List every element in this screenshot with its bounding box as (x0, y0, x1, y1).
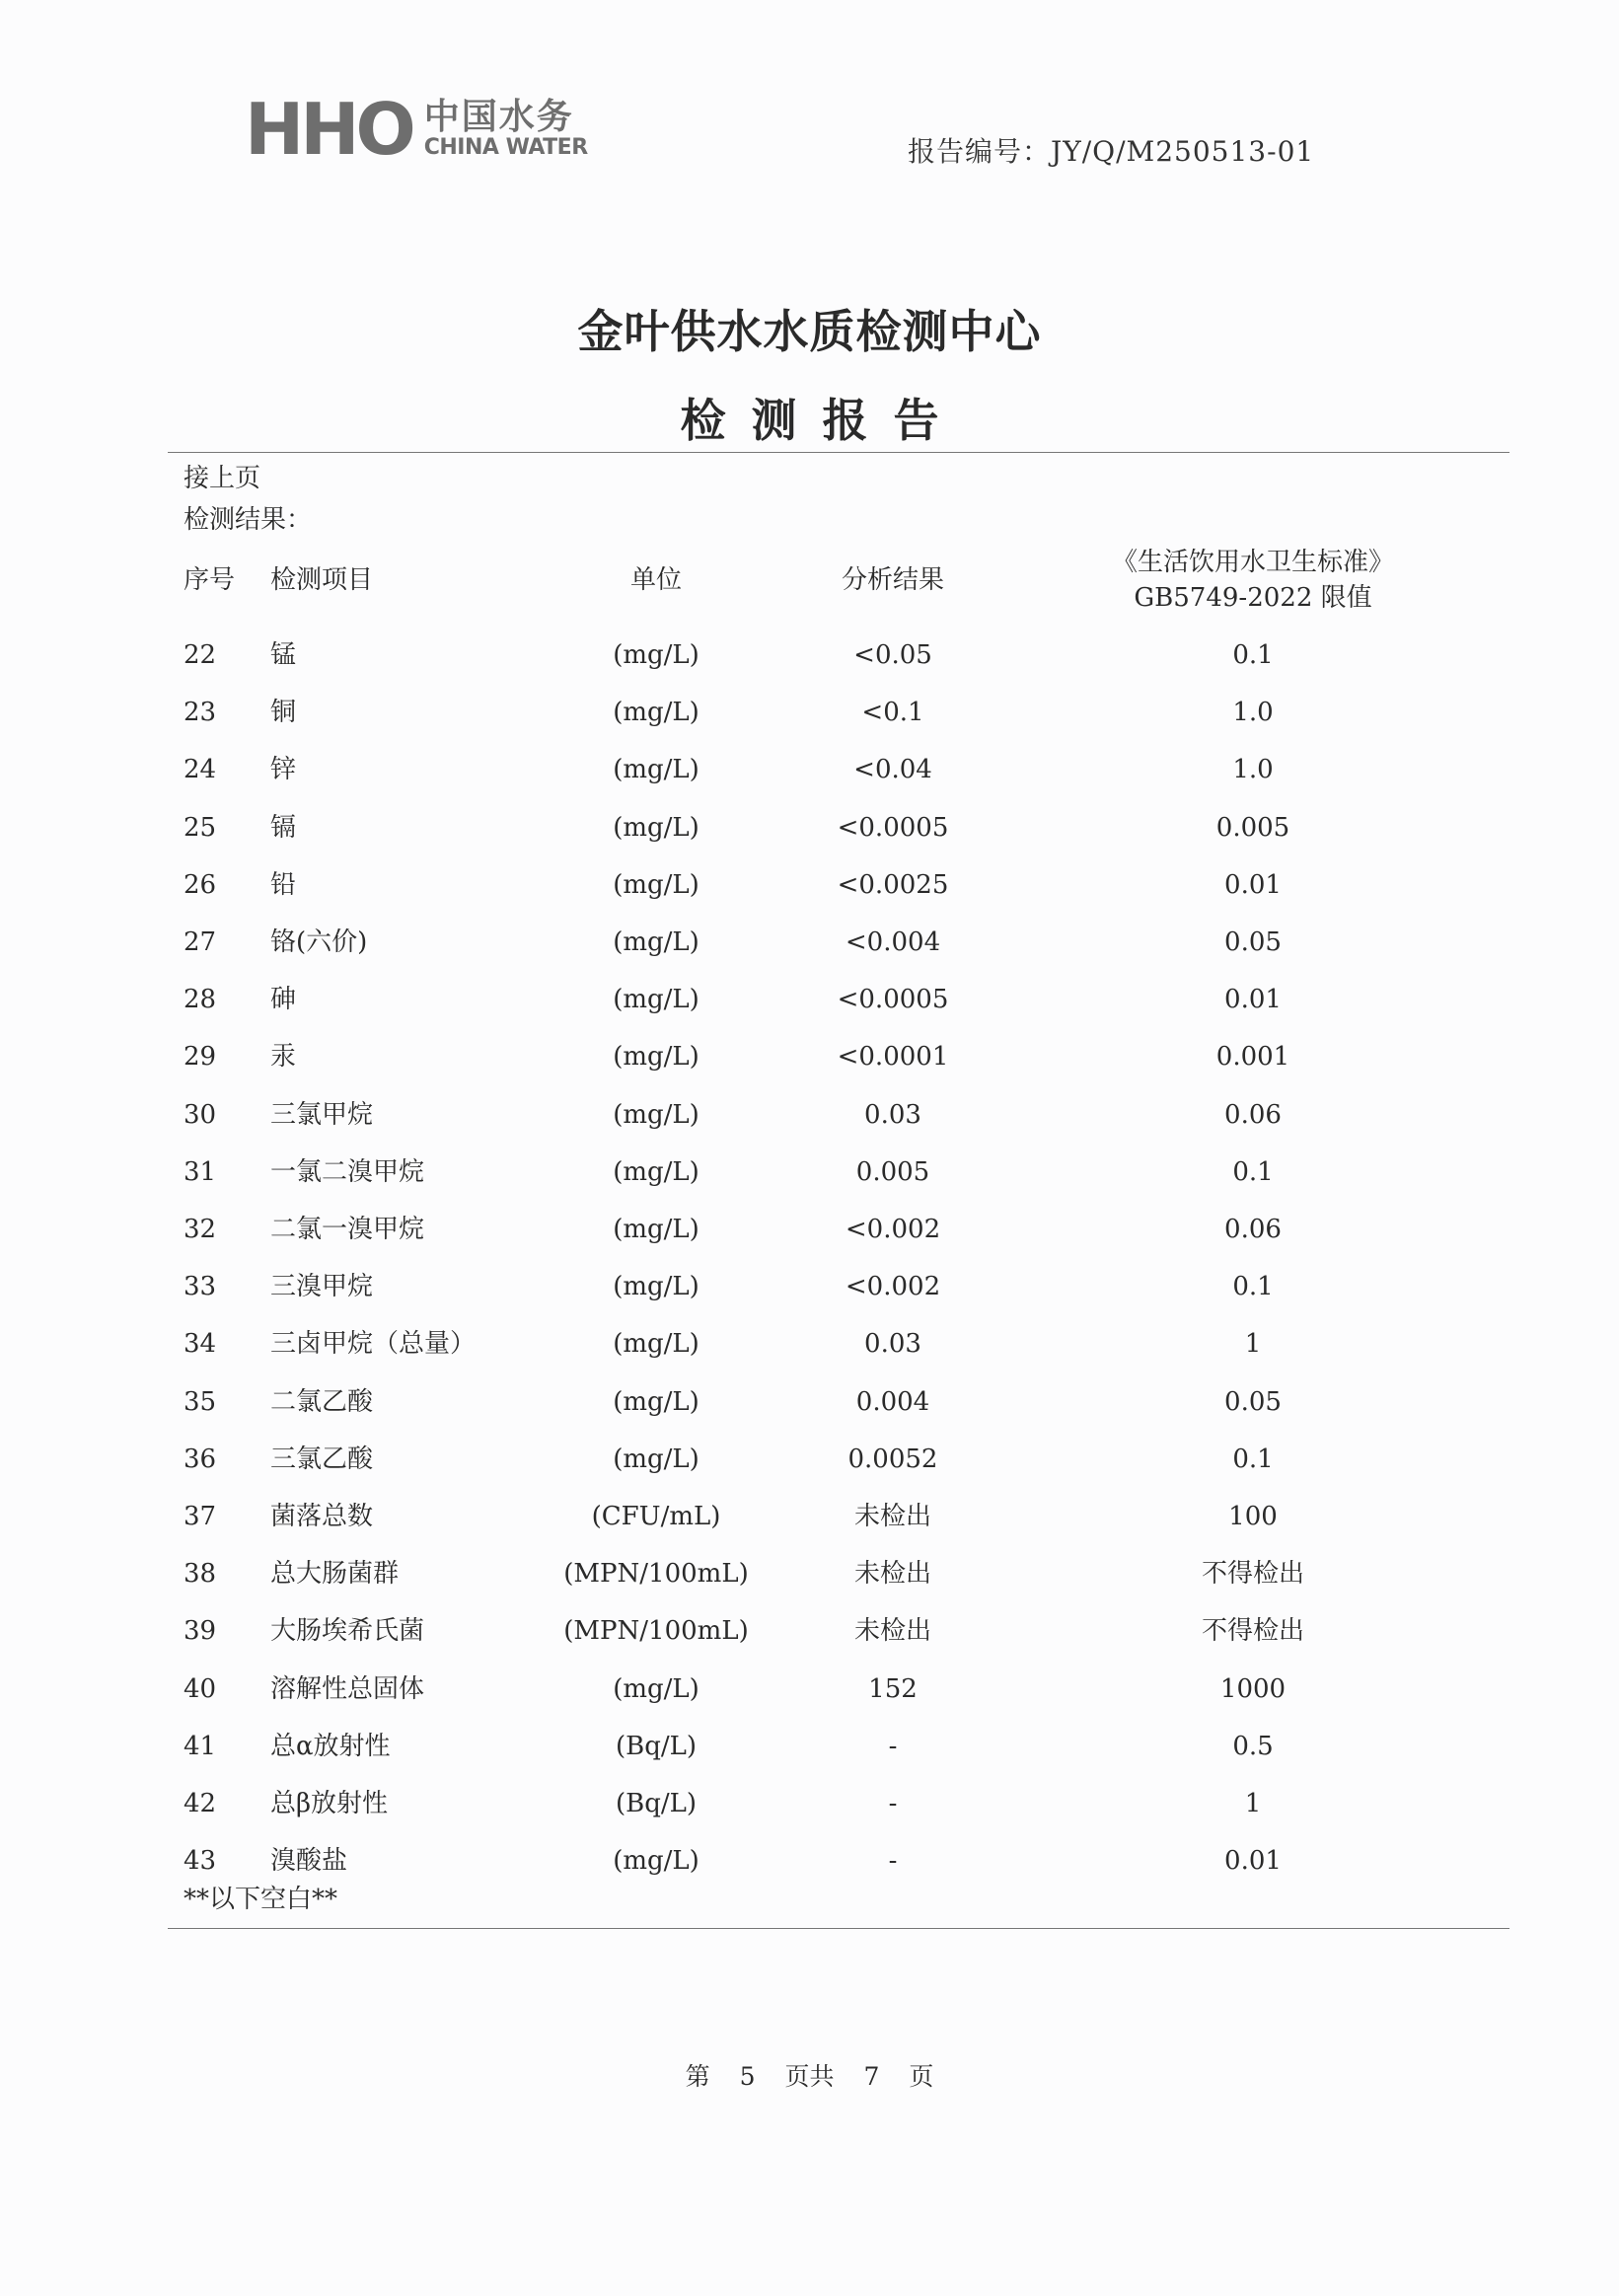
cell-item: 二氯乙酸 (270, 1387, 374, 1417)
cell-limit: 不得检出 (1201, 1616, 1304, 1646)
cell-limit: 0.06 (1224, 1100, 1282, 1130)
table-row (0, 1037, 1619, 1076)
cell-item: 溴酸盐 (270, 1846, 348, 1876)
table-row (0, 635, 1619, 675)
cell-unit: (mg/L) (613, 927, 699, 957)
cell-limit: 0.1 (1232, 1444, 1274, 1474)
cell-result: 0.03 (864, 1100, 921, 1130)
cell-unit: (mg/L) (613, 755, 699, 784)
china-water-logo (245, 88, 588, 171)
cell-unit: (mg/L) (613, 1215, 699, 1244)
report-number-value: JY/Q/M250513-01 (1051, 135, 1315, 168)
document-title: 检测报告 (680, 394, 965, 447)
cell-unit: (mg/L) (613, 1846, 699, 1876)
page-number: 5 (739, 2062, 756, 2091)
cell-result: - (888, 1846, 898, 1876)
cell-limit: 0.5 (1232, 1732, 1274, 1761)
table-row (0, 1554, 1619, 1593)
cell-result: 未检出 (853, 1559, 931, 1589)
header-limit (1066, 545, 1440, 616)
cell-limit: 0.05 (1224, 927, 1282, 957)
cell-item: 三卤甲烷（总量） (270, 1329, 477, 1359)
cell-result: 0.03 (864, 1329, 921, 1359)
cell-limit: 1000 (1219, 1674, 1287, 1704)
cell-limit: 0.001 (1215, 1042, 1290, 1072)
cell-result: <0.002 (845, 1215, 941, 1244)
cell-result: 0.004 (855, 1387, 930, 1417)
header-limit-code: GB5749-2022 限值 (1134, 583, 1372, 613)
cell-limit: 0.06 (1224, 1215, 1282, 1244)
report-number (908, 130, 1314, 170)
cell-result: 0.0052 (847, 1444, 938, 1474)
table-row (0, 1210, 1619, 1249)
table-row (0, 1267, 1619, 1306)
page-prefix: 第 (685, 2062, 710, 2091)
cell-seq: 22 (184, 640, 217, 670)
cell-item: 三氯甲烷 (270, 1100, 374, 1130)
cell-limit: 1 (1244, 1789, 1262, 1818)
header-seq: 序号 (184, 565, 236, 595)
cell-result: <0.04 (853, 755, 932, 784)
cell-item: 菌落总数 (270, 1502, 374, 1531)
cell-unit: (Bq/L) (615, 1732, 698, 1761)
cell-item: 锰 (270, 640, 297, 670)
table-row (0, 1727, 1619, 1766)
cell-limit: 0.05 (1224, 1387, 1282, 1417)
table-row (0, 1669, 1619, 1709)
table-row (0, 865, 1619, 905)
cell-seq: 25 (184, 813, 217, 843)
cell-limit: 0.1 (1232, 1157, 1274, 1187)
cell-limit: 0.01 (1224, 870, 1282, 900)
cell-seq: 42 (184, 1789, 217, 1818)
table-row (0, 1324, 1619, 1364)
cell-item: 大肠埃希氏菌 (270, 1616, 425, 1646)
logo-english-name: CHINA WATER (423, 135, 588, 160)
cell-limit: 100 (1228, 1502, 1278, 1531)
cell-seq: 38 (184, 1559, 217, 1589)
cell-result: <0.0005 (837, 813, 949, 843)
top-divider (168, 452, 1509, 453)
cell-seq: 33 (184, 1272, 217, 1301)
cell-item: 镉 (270, 813, 297, 843)
cell-seq: 41 (184, 1732, 217, 1761)
cell-limit: 1.0 (1232, 698, 1274, 727)
logo-mark: HHO (245, 88, 412, 171)
report-number-label: 报告编号： (908, 135, 1052, 168)
cell-item: 溶解性总固体 (270, 1674, 425, 1704)
table-row (0, 1611, 1619, 1651)
cell-unit: (mg/L) (613, 1329, 699, 1359)
cell-result: - (888, 1789, 898, 1818)
header-result: 分析结果 (841, 565, 944, 595)
cell-unit: (MPN/100mL) (563, 1616, 749, 1646)
cell-seq: 34 (184, 1329, 217, 1359)
cell-result: <0.1 (861, 698, 924, 727)
table-row (0, 980, 1619, 1019)
cell-item: 三溴甲烷 (270, 1272, 374, 1301)
cell-item: 铅 (270, 870, 297, 900)
header-limit-standard: 《生活饮用水卫生标准》 (1111, 548, 1394, 577)
cell-unit: (mg/L) (613, 813, 699, 843)
cell-seq: 31 (184, 1157, 217, 1187)
continued-note: 接上页 (184, 464, 261, 493)
table-row (0, 1152, 1619, 1192)
cell-result: <0.0005 (837, 985, 949, 1014)
cell-unit: (mg/L) (613, 985, 699, 1014)
table-row (0, 1440, 1619, 1479)
results-label: 检测结果： (184, 505, 313, 535)
bottom-divider (168, 1928, 1509, 1929)
cell-item: 总β放射性 (270, 1789, 389, 1818)
cell-unit: (Bq/L) (615, 1789, 698, 1818)
table-row (0, 1841, 1619, 1881)
cell-result: 152 (868, 1674, 918, 1704)
table-row (0, 1382, 1619, 1422)
cell-item: 铜 (270, 698, 297, 727)
cell-limit: 1 (1244, 1329, 1262, 1359)
logo-chinese-name: 中国水务 (423, 97, 574, 137)
table-row (0, 750, 1619, 789)
header-unit: 单位 (629, 565, 682, 595)
cell-limit: 0.1 (1232, 640, 1274, 670)
cell-seq: 29 (184, 1042, 217, 1072)
cell-seq: 37 (184, 1502, 217, 1531)
cell-seq: 32 (184, 1215, 217, 1244)
cell-seq: 24 (184, 755, 217, 784)
cell-result: <0.0025 (837, 870, 949, 900)
cell-seq: 30 (184, 1100, 217, 1130)
cell-result: <0.002 (845, 1272, 941, 1301)
cell-seq: 35 (184, 1387, 217, 1417)
cell-limit: 0.1 (1232, 1272, 1274, 1301)
cell-seq: 28 (184, 985, 217, 1014)
cell-item: 锌 (270, 755, 297, 784)
cell-seq: 26 (184, 870, 217, 900)
cell-unit: (mg/L) (613, 640, 699, 670)
page-total: 7 (863, 2062, 880, 2091)
cell-limit: 0.01 (1224, 1846, 1282, 1876)
cell-unit: (mg/L) (613, 870, 699, 900)
cell-item: 一氯二溴甲烷 (270, 1157, 425, 1187)
cell-item: 汞 (270, 1042, 297, 1072)
logo-text (424, 99, 588, 160)
cell-unit: (mg/L) (613, 698, 699, 727)
cell-seq: 39 (184, 1616, 217, 1646)
table-row (0, 808, 1619, 848)
cell-unit: (mg/L) (613, 1100, 699, 1130)
cell-result: 未检出 (853, 1502, 931, 1531)
cell-item: 总α放射性 (270, 1732, 391, 1761)
page-mid: 页共 (784, 2062, 835, 2091)
cell-result: 未检出 (853, 1616, 931, 1646)
cell-item: 二氯一溴甲烷 (270, 1215, 425, 1244)
cell-item: 三氯乙酸 (270, 1444, 374, 1474)
table-row (0, 1784, 1619, 1823)
cell-limit: 0.01 (1224, 985, 1282, 1014)
cell-result: - (888, 1732, 898, 1761)
cell-result: <0.05 (853, 640, 932, 670)
cell-limit: 0.005 (1215, 813, 1290, 843)
table-row (0, 1095, 1619, 1135)
cell-unit: (CFU/mL) (591, 1502, 721, 1531)
cell-unit: (mg/L) (613, 1674, 699, 1704)
cell-result: 0.005 (855, 1157, 930, 1187)
cell-unit: (mg/L) (613, 1387, 699, 1417)
table-row (0, 693, 1619, 732)
cell-unit: (mg/L) (613, 1272, 699, 1301)
cell-limit: 1.0 (1232, 755, 1274, 784)
cell-seq: 36 (184, 1444, 217, 1474)
cell-unit: (mg/L) (613, 1042, 699, 1072)
blank-end-note: **以下空白** (184, 1885, 338, 1914)
center-name: 金叶供水水质检测中心 (577, 305, 1042, 358)
cell-item: 总大肠菌群 (270, 1559, 400, 1589)
cell-unit: (mg/L) (613, 1157, 699, 1187)
table-row (0, 1497, 1619, 1536)
cell-seq: 23 (184, 698, 217, 727)
cell-seq: 43 (184, 1846, 217, 1876)
header-item: 检测项目 (270, 565, 374, 595)
page-footer (0, 2057, 1619, 2093)
cell-item: 砷 (270, 985, 297, 1014)
cell-result: <0.004 (845, 927, 941, 957)
cell-unit: (mg/L) (613, 1444, 699, 1474)
table-row (0, 923, 1619, 962)
cell-seq: 40 (184, 1674, 217, 1704)
cell-limit: 不得检出 (1201, 1559, 1304, 1589)
cell-unit: (MPN/100mL) (563, 1559, 749, 1589)
cell-result: <0.0001 (837, 1042, 949, 1072)
cell-seq: 27 (184, 927, 217, 957)
page-suffix: 页 (909, 2062, 934, 2091)
cell-item: 铬(六价) (270, 927, 368, 957)
